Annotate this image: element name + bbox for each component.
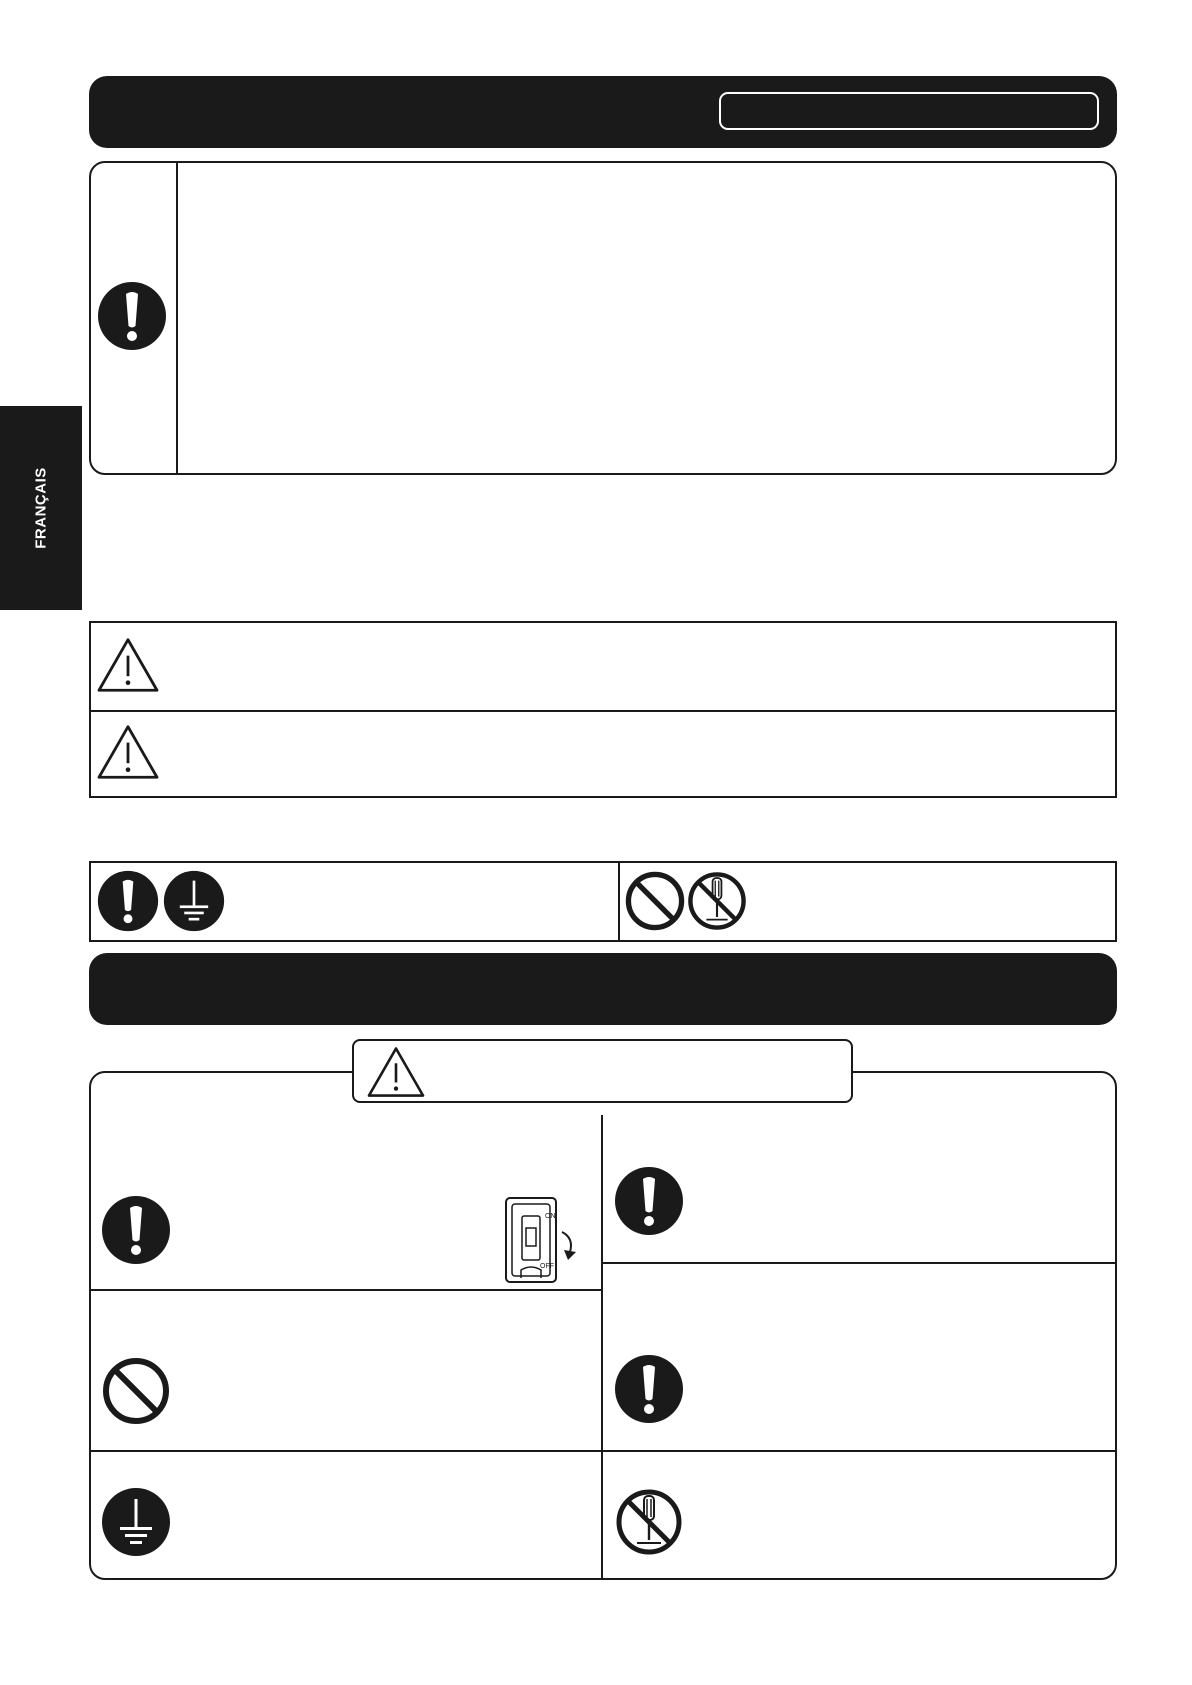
warning-level-divider: [89, 710, 1117, 712]
earth-ground-icon: [163, 870, 225, 932]
do-not-disassemble-icon: [614, 1487, 684, 1557]
switch-off-label: OFF: [540, 1263, 554, 1270]
warning-triangle-icon: [364, 1045, 428, 1099]
switch-on-label: ON: [545, 1213, 556, 1220]
warning-grid-line: [91, 1450, 1115, 1452]
mandatory-icon: [97, 870, 159, 932]
mandatory-icon: [614, 1166, 684, 1236]
notice-frame: [89, 161, 1117, 475]
mandatory-icon: [97, 281, 167, 351]
mandatory-icon: [101, 1195, 171, 1265]
symbol-legend-divider: [618, 861, 620, 942]
language-tab-label: FRANÇAIS: [32, 467, 50, 549]
warning-triangle-icon: [95, 723, 161, 781]
mandatory-icon: [614, 1354, 684, 1424]
section-header-bar: [89, 953, 1117, 1025]
header-label-box: [719, 92, 1099, 130]
earth-ground-icon: [101, 1487, 171, 1557]
warning-grid-line: [603, 1262, 1115, 1264]
warning-triangle-icon: [95, 636, 161, 694]
prohibited-icon: [624, 870, 686, 932]
language-side-tab: [0, 406, 82, 610]
breaker-switch-illustration: [504, 1196, 594, 1290]
warning-grid-vertical: [601, 1115, 603, 1578]
symbol-legend-table: [89, 861, 1117, 942]
do-not-disassemble-icon: [686, 870, 748, 932]
warning-section-frame: [89, 1071, 1117, 1580]
notice-divider: [176, 163, 178, 473]
prohibited-icon: [101, 1356, 171, 1426]
